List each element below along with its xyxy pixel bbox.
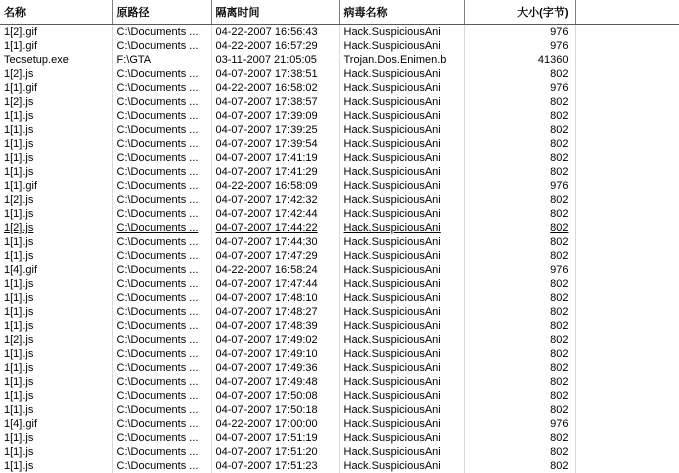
- column-header-virus[interactable]: 病毒名称: [339, 0, 464, 25]
- cell-size: 976: [464, 81, 575, 95]
- cell-time: 04-07-2007 17:49:02: [211, 333, 339, 347]
- cell-time: 04-22-2007 16:57:29: [211, 39, 339, 53]
- cell-time: 04-07-2007 17:47:29: [211, 249, 339, 263]
- cell-path: C:\Documents ...: [112, 67, 211, 81]
- cell-time: 04-07-2007 17:49:36: [211, 361, 339, 375]
- table-row[interactable]: [0, 151, 679, 165]
- table-row[interactable]: [0, 165, 679, 179]
- cell-virus: Trojan.Dos.Enimen.b: [339, 53, 464, 67]
- cell-path: C:\Documents ...: [112, 417, 211, 431]
- cell-tail: [575, 263, 679, 277]
- cell-tail: [575, 305, 679, 319]
- cell-virus: Hack.SuspiciousAni: [339, 67, 464, 81]
- cell-path: C:\Documents ...: [112, 249, 211, 263]
- cell-size: 802: [464, 445, 575, 459]
- cell-path: C:\Documents ...: [112, 25, 211, 40]
- cell-name: 1[1].js: [0, 137, 112, 151]
- table-row[interactable]: [0, 375, 679, 389]
- cell-path: C:\Documents ...: [112, 207, 211, 221]
- cell-time: 04-22-2007 16:58:24: [211, 263, 339, 277]
- cell-tail: [575, 459, 679, 473]
- cell-tail: [575, 277, 679, 291]
- cell-path: C:\Documents ...: [112, 389, 211, 403]
- cell-tail: [575, 109, 679, 123]
- cell-virus: Hack.SuspiciousAni: [339, 263, 464, 277]
- cell-name: 1[1].gif: [0, 39, 112, 53]
- table-row[interactable]: [0, 123, 679, 137]
- cell-path: C:\Documents ...: [112, 151, 211, 165]
- cell-time: 04-07-2007 17:39:25: [211, 123, 339, 137]
- cell-time: 04-07-2007 17:44:22: [211, 221, 339, 235]
- cell-size: 802: [464, 459, 575, 473]
- cell-time: 03-11-2007 21:05:05: [211, 53, 339, 67]
- cell-name: 1[1].js: [0, 123, 112, 137]
- cell-size: 976: [464, 25, 575, 40]
- cell-name: 1[1].js: [0, 277, 112, 291]
- cell-tail: [575, 375, 679, 389]
- cell-path: C:\Documents ...: [112, 291, 211, 305]
- table-row[interactable]: [0, 417, 679, 431]
- cell-size: 802: [464, 235, 575, 249]
- cell-name: 1[1].js: [0, 235, 112, 249]
- cell-tail: [575, 249, 679, 263]
- cell-path: C:\Documents ...: [112, 445, 211, 459]
- cell-tail: [575, 53, 679, 67]
- cell-path: C:\Documents ...: [112, 235, 211, 249]
- table-row[interactable]: [0, 389, 679, 403]
- cell-name: 1[1].js: [0, 403, 112, 417]
- cell-time: 04-07-2007 17:50:08: [211, 389, 339, 403]
- cell-virus: Hack.SuspiciousAni: [339, 109, 464, 123]
- table-row[interactable]: [0, 249, 679, 263]
- cell-path: C:\Documents ...: [112, 95, 211, 109]
- cell-name: 1[1].js: [0, 165, 112, 179]
- table-row[interactable]: [0, 291, 679, 305]
- cell-virus: Hack.SuspiciousAni: [339, 137, 464, 151]
- cell-path: C:\Documents ...: [112, 39, 211, 53]
- cell-time: 04-07-2007 17:39:09: [211, 109, 339, 123]
- cell-name: 1[2].gif: [0, 25, 112, 40]
- cell-tail: [575, 319, 679, 333]
- cell-tail: [575, 333, 679, 347]
- cell-path: C:\Documents ...: [112, 277, 211, 291]
- cell-virus: Hack.SuspiciousAni: [339, 123, 464, 137]
- table-row[interactable]: [0, 221, 679, 235]
- cell-path: C:\Documents ...: [112, 459, 211, 473]
- cell-path: C:\Documents ...: [112, 319, 211, 333]
- cell-path: C:\Documents ...: [112, 137, 211, 151]
- cell-virus: Hack.SuspiciousAni: [339, 305, 464, 319]
- cell-path: C:\Documents ...: [112, 431, 211, 445]
- table-row[interactable]: [0, 95, 679, 109]
- cell-virus: Hack.SuspiciousAni: [339, 445, 464, 459]
- cell-tail: [575, 179, 679, 193]
- cell-path: C:\Documents ...: [112, 305, 211, 319]
- cell-tail: [575, 137, 679, 151]
- cell-tail: [575, 403, 679, 417]
- table-body: [0, 25, 679, 473]
- cell-name: 1[2].js: [0, 95, 112, 109]
- cell-size: 802: [464, 207, 575, 221]
- cell-virus: Hack.SuspiciousAni: [339, 417, 464, 431]
- cell-name: 1[1].js: [0, 375, 112, 389]
- cell-name: 1[1].js: [0, 431, 112, 445]
- cell-name: 1[4].gif: [0, 417, 112, 431]
- cell-tail: [575, 123, 679, 137]
- cell-size: 802: [464, 123, 575, 137]
- cell-name: 1[1].js: [0, 319, 112, 333]
- cell-tail: [575, 39, 679, 53]
- cell-path: C:\Documents ...: [112, 179, 211, 193]
- cell-size: 802: [464, 333, 575, 347]
- table-row[interactable]: [0, 207, 679, 221]
- cell-name: 1[1].js: [0, 109, 112, 123]
- cell-name: 1[2].js: [0, 193, 112, 207]
- table-row[interactable]: [0, 235, 679, 249]
- cell-path: C:\Documents ...: [112, 361, 211, 375]
- cell-path: F:\GTA: [112, 53, 211, 67]
- table-row[interactable]: [0, 25, 679, 40]
- table-row[interactable]: [0, 137, 679, 151]
- cell-name: 1[1].js: [0, 347, 112, 361]
- cell-size: 976: [464, 417, 575, 431]
- cell-size: 802: [464, 431, 575, 445]
- cell-size: 976: [464, 39, 575, 53]
- cell-time: 04-07-2007 17:48:10: [211, 291, 339, 305]
- cell-path: C:\Documents ...: [112, 333, 211, 347]
- column-header-time[interactable]: 隔离时间: [211, 0, 339, 25]
- cell-name: 1[2].js: [0, 333, 112, 347]
- cell-path: C:\Documents ...: [112, 375, 211, 389]
- cell-time: 04-07-2007 17:47:44: [211, 277, 339, 291]
- table-row[interactable]: [0, 361, 679, 375]
- cell-name: 1[1].js: [0, 459, 112, 473]
- cell-size: 802: [464, 249, 575, 263]
- cell-size: 802: [464, 165, 575, 179]
- table-row[interactable]: [0, 67, 679, 81]
- cell-virus: Hack.SuspiciousAni: [339, 165, 464, 179]
- cell-time: 04-07-2007 17:38:51: [211, 67, 339, 81]
- cell-path: C:\Documents ...: [112, 81, 211, 95]
- cell-tail: [575, 445, 679, 459]
- cell-name: 1[1].js: [0, 151, 112, 165]
- cell-tail: [575, 291, 679, 305]
- cell-virus: Hack.SuspiciousAni: [339, 319, 464, 333]
- cell-tail: [575, 235, 679, 249]
- cell-time: 04-07-2007 17:39:54: [211, 137, 339, 151]
- table-row[interactable]: [0, 319, 679, 333]
- table-row[interactable]: [0, 445, 679, 459]
- cell-name: Tecsetup.exe: [0, 53, 112, 67]
- cell-path: C:\Documents ...: [112, 347, 211, 361]
- cell-size: 802: [464, 151, 575, 165]
- cell-tail: [575, 389, 679, 403]
- cell-time: 04-22-2007 17:00:00: [211, 417, 339, 431]
- cell-path: C:\Documents ...: [112, 221, 211, 235]
- cell-tail: [575, 347, 679, 361]
- column-header-size[interactable]: 大小(字节): [464, 0, 575, 25]
- cell-time: 04-07-2007 17:41:29: [211, 165, 339, 179]
- cell-size: 802: [464, 221, 575, 235]
- table-row[interactable]: [0, 179, 679, 193]
- cell-virus: Hack.SuspiciousAni: [339, 207, 464, 221]
- cell-time: 04-07-2007 17:42:44: [211, 207, 339, 221]
- table-header-row: [0, 0, 679, 25]
- cell-virus: Hack.SuspiciousAni: [339, 291, 464, 305]
- table-row[interactable]: [0, 193, 679, 207]
- cell-size: 802: [464, 389, 575, 403]
- cell-time: 04-22-2007 16:56:43: [211, 25, 339, 40]
- column-header-tail[interactable]: [575, 0, 679, 25]
- cell-size: 802: [464, 277, 575, 291]
- cell-size: 802: [464, 109, 575, 123]
- cell-tail: [575, 165, 679, 179]
- cell-tail: [575, 67, 679, 81]
- cell-size: 976: [464, 179, 575, 193]
- cell-virus: Hack.SuspiciousAni: [339, 347, 464, 361]
- cell-name: 1[2].js: [0, 67, 112, 81]
- cell-tail: [575, 361, 679, 375]
- cell-tail: [575, 95, 679, 109]
- cell-tail: [575, 221, 679, 235]
- cell-tail: [575, 25, 679, 40]
- cell-path: C:\Documents ...: [112, 263, 211, 277]
- cell-name: 1[1].js: [0, 291, 112, 305]
- cell-path: C:\Documents ...: [112, 109, 211, 123]
- table-row[interactable]: [0, 81, 679, 95]
- column-header-name[interactable]: 名称: [0, 0, 112, 25]
- cell-time: 04-07-2007 17:38:57: [211, 95, 339, 109]
- cell-name: 1[1].js: [0, 445, 112, 459]
- cell-virus: Hack.SuspiciousAni: [339, 95, 464, 109]
- cell-tail: [575, 417, 679, 431]
- cell-size: 802: [464, 305, 575, 319]
- cell-tail: [575, 431, 679, 445]
- table-row[interactable]: [0, 277, 679, 291]
- cell-name: 1[2].js: [0, 221, 112, 235]
- cell-path: C:\Documents ...: [112, 193, 211, 207]
- cell-virus: Hack.SuspiciousAni: [339, 221, 464, 235]
- cell-virus: Hack.SuspiciousAni: [339, 403, 464, 417]
- cell-size: 802: [464, 361, 575, 375]
- cell-tail: [575, 207, 679, 221]
- column-header-path[interactable]: 原路径: [112, 0, 211, 25]
- cell-virus: Hack.SuspiciousAni: [339, 333, 464, 347]
- cell-time: 04-07-2007 17:50:18: [211, 403, 339, 417]
- cell-path: C:\Documents ...: [112, 165, 211, 179]
- cell-tail: [575, 81, 679, 95]
- cell-virus: Hack.SuspiciousAni: [339, 389, 464, 403]
- cell-virus: Hack.SuspiciousAni: [339, 193, 464, 207]
- cell-time: 04-07-2007 17:48:27: [211, 305, 339, 319]
- cell-name: 1[4].gif: [0, 263, 112, 277]
- table-row[interactable]: [0, 333, 679, 347]
- table-row[interactable]: [0, 263, 679, 277]
- cell-path: C:\Documents ...: [112, 403, 211, 417]
- cell-virus: Hack.SuspiciousAni: [339, 375, 464, 389]
- cell-tail: [575, 193, 679, 207]
- cell-time: 04-07-2007 17:44:30: [211, 235, 339, 249]
- cell-time: 04-22-2007 16:58:09: [211, 179, 339, 193]
- cell-tail: [575, 151, 679, 165]
- cell-virus: Hack.SuspiciousAni: [339, 81, 464, 95]
- cell-name: 1[1].js: [0, 207, 112, 221]
- cell-size: 41360: [464, 53, 575, 67]
- cell-time: 04-22-2007 16:58:02: [211, 81, 339, 95]
- cell-virus: Hack.SuspiciousAni: [339, 179, 464, 193]
- cell-size: 802: [464, 319, 575, 333]
- cell-virus: Hack.SuspiciousAni: [339, 25, 464, 40]
- cell-time: 04-07-2007 17:51:23: [211, 459, 339, 473]
- cell-virus: Hack.SuspiciousAni: [339, 151, 464, 165]
- cell-virus: Hack.SuspiciousAni: [339, 235, 464, 249]
- table-row[interactable]: [0, 53, 679, 67]
- cell-name: 1[1].gif: [0, 179, 112, 193]
- cell-name: 1[1].js: [0, 305, 112, 319]
- table-row[interactable]: [0, 459, 679, 473]
- cell-time: 04-07-2007 17:41:19: [211, 151, 339, 165]
- cell-size: 802: [464, 193, 575, 207]
- cell-virus: Hack.SuspiciousAni: [339, 277, 464, 291]
- cell-size: 802: [464, 403, 575, 417]
- cell-time: 04-07-2007 17:48:39: [211, 319, 339, 333]
- cell-name: 1[1].js: [0, 389, 112, 403]
- cell-size: 976: [464, 263, 575, 277]
- table-row[interactable]: [0, 305, 679, 319]
- cell-virus: Hack.SuspiciousAni: [339, 361, 464, 375]
- cell-size: 802: [464, 375, 575, 389]
- cell-path: C:\Documents ...: [112, 123, 211, 137]
- cell-time: 04-07-2007 17:49:10: [211, 347, 339, 361]
- cell-size: 802: [464, 347, 575, 361]
- table-row[interactable]: [0, 109, 679, 123]
- cell-time: 04-07-2007 17:49:48: [211, 375, 339, 389]
- cell-time: 04-07-2007 17:42:32: [211, 193, 339, 207]
- cell-virus: Hack.SuspiciousAni: [339, 459, 464, 473]
- table-row[interactable]: [0, 431, 679, 445]
- table-row[interactable]: [0, 403, 679, 417]
- cell-size: 802: [464, 137, 575, 151]
- cell-size: 802: [464, 67, 575, 81]
- cell-size: 802: [464, 291, 575, 305]
- cell-virus: Hack.SuspiciousAni: [339, 431, 464, 445]
- cell-time: 04-07-2007 17:51:19: [211, 431, 339, 445]
- cell-virus: Hack.SuspiciousAni: [339, 39, 464, 53]
- cell-name: 1[1].js: [0, 249, 112, 263]
- cell-size: 802: [464, 95, 575, 109]
- cell-virus: Hack.SuspiciousAni: [339, 249, 464, 263]
- cell-time: 04-07-2007 17:51:20: [211, 445, 339, 459]
- cell-name: 1[1].gif: [0, 81, 112, 95]
- table-row[interactable]: [0, 39, 679, 53]
- table-row[interactable]: [0, 347, 679, 361]
- cell-name: 1[1].js: [0, 361, 112, 375]
